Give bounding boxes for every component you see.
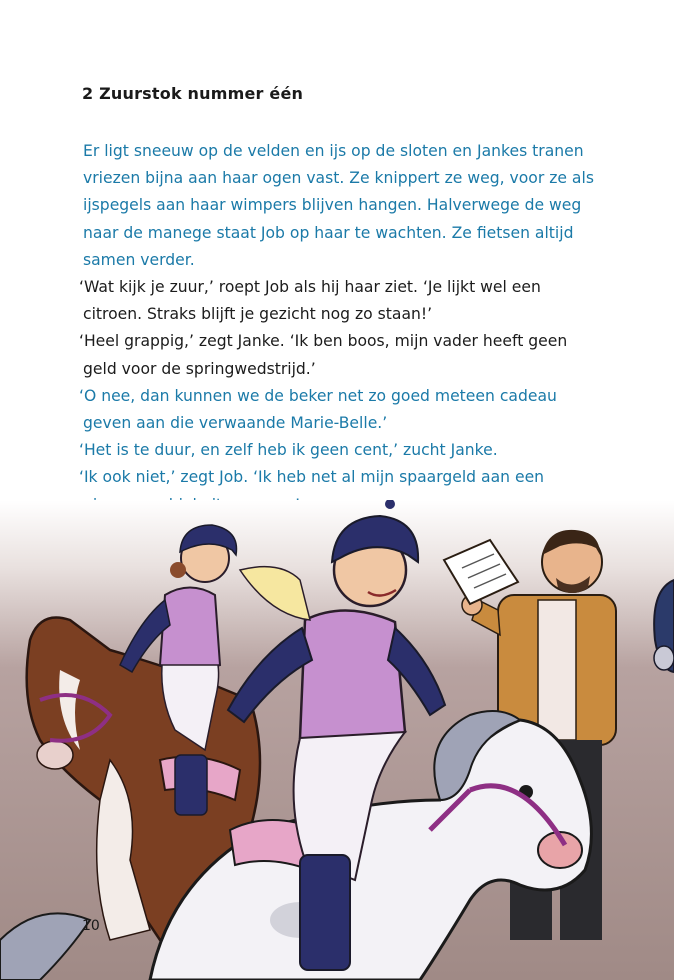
paragraph-dialog-janke-2: ‘Het is te duur, en zelf heb ik geen cent,’ zucht Janke. xyxy=(79,441,498,460)
story-text xyxy=(80,138,600,519)
page-number: 10 xyxy=(82,918,100,934)
paragraph-dialog-janke: ‘Heel grappig,’ zegt Janke. ‘Ik ben boos, mijn vader heeft geen geld voor de springwedstrijd.’ xyxy=(79,332,568,378)
chapter-heading: 2 Zuurstok nummer één xyxy=(82,84,304,103)
paragraph-dialog-job-3: ‘Ik ook niet,’ zegt Job. ‘Ik heb net al mijn spaargeld aan een xyxy=(79,468,545,487)
paragraph-dialog-job-2: ‘O nee, dan kunnen we de beker net zo goed meteen cadeau geven aan die verwaande Marie-Belle.’ xyxy=(79,386,557,433)
riding-illustration xyxy=(0,500,674,980)
paragraph-dialog-job: ‘Wat kijk je zuur,’ roept Job als hij haar ziet. ‘Je lijkt wel een citroen. Straks blijft je gezicht nog zo staan!’ xyxy=(79,278,541,324)
paragraph-narration: Er ligt sneeuw op de velden en ijs op de sloten en Jankes tranen vriezen bijna aan haar ogen vast. Ze knippert ze weg, voor ze als ijspegels aan haar wimpers blijven hangen. Halverwege de weg naar de manege staat Job op haar te wachten. Ze fietsen altijd samen verder. xyxy=(83,142,594,269)
